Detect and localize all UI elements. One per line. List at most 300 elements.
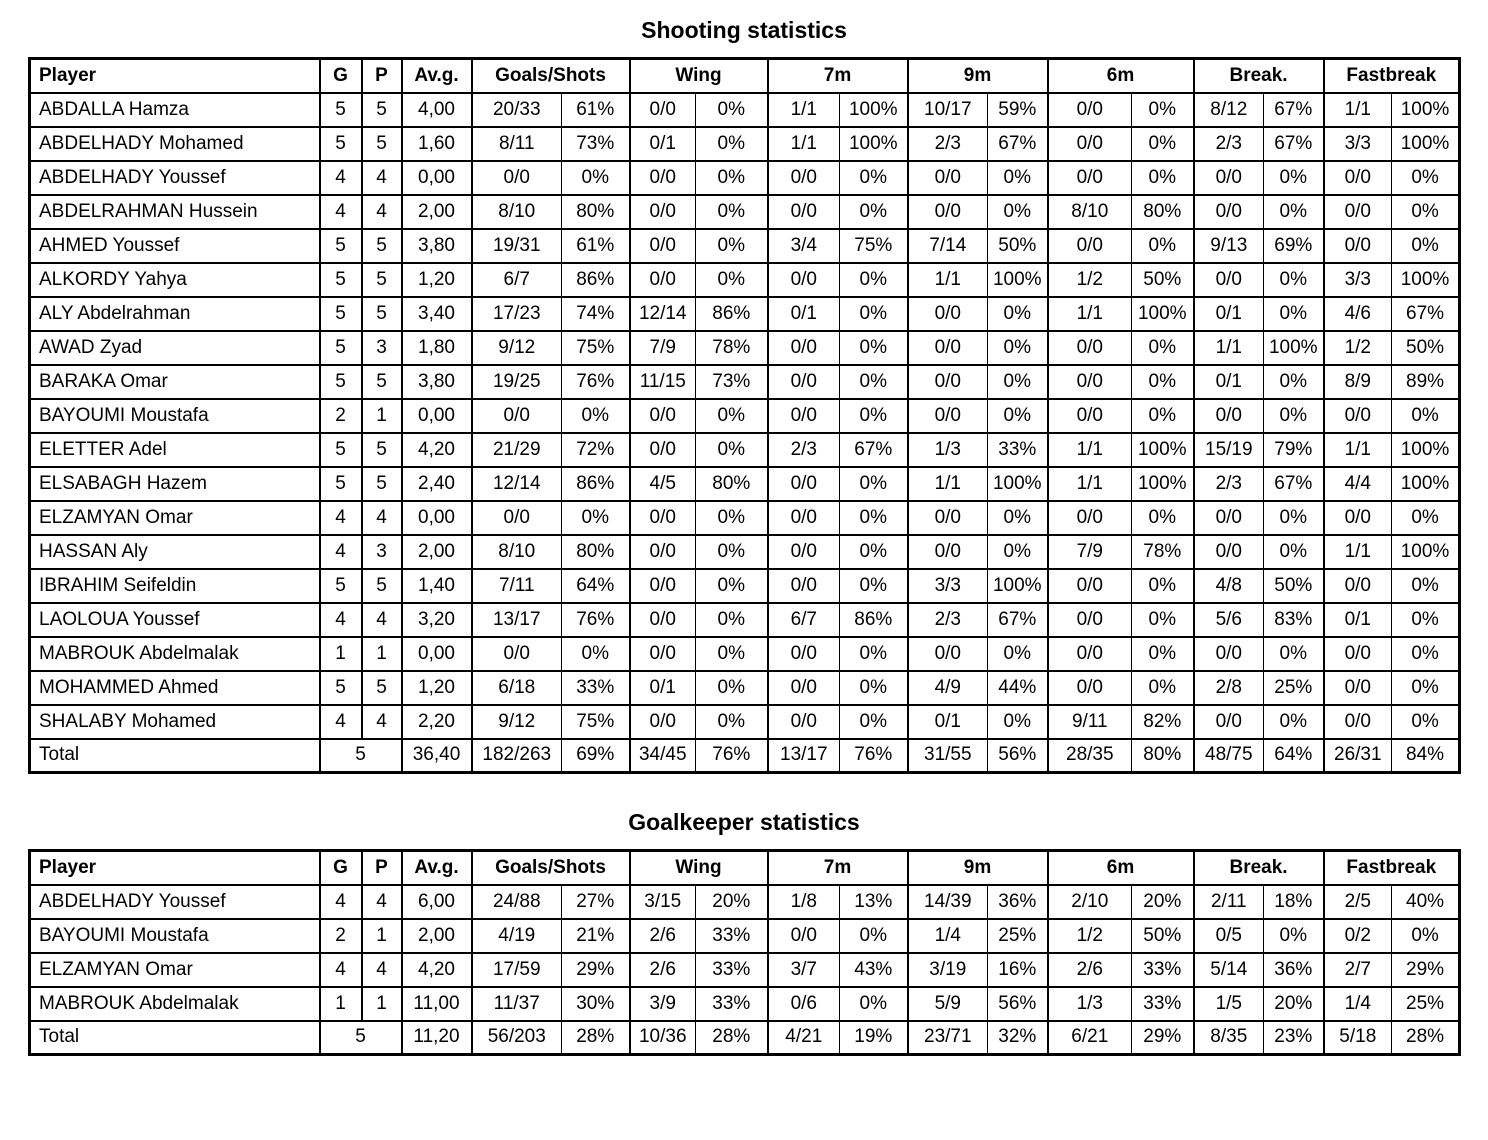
- stat-cell: 6/18: [472, 671, 562, 705]
- stat-cell: 44%: [988, 671, 1048, 705]
- stat-cell: 67%: [840, 433, 908, 467]
- stat-cell: 2,00: [402, 195, 472, 229]
- stat-cell: 0%: [1264, 501, 1324, 535]
- stat-cell: 1/1: [1048, 433, 1132, 467]
- stat-cell: 100%: [1392, 127, 1460, 161]
- stat-cell: 64%: [562, 569, 630, 603]
- stat-cell: 72%: [562, 433, 630, 467]
- stat-cell: 0%: [1264, 399, 1324, 433]
- stat-cell: 82%: [1132, 705, 1194, 739]
- stat-cell: 0%: [696, 195, 768, 229]
- total-stat-cell: 13/17: [768, 739, 840, 773]
- total-stat-cell: 31/55: [908, 739, 988, 773]
- stat-cell: 0%: [696, 603, 768, 637]
- stat-cell: 1/3: [908, 433, 988, 467]
- total-games-cell: 5: [320, 1021, 402, 1055]
- stat-cell: 0/0: [908, 399, 988, 433]
- column-header-fastbreak: Fastbreak: [1324, 59, 1460, 93]
- total-stat-cell: 29%: [1132, 1021, 1194, 1055]
- stat-cell: 12/14: [630, 297, 696, 331]
- stat-cell: 27%: [562, 885, 630, 919]
- stat-cell: 0%: [696, 535, 768, 569]
- stat-cell: 8/10: [1048, 195, 1132, 229]
- stat-cell: 0/5: [1194, 919, 1264, 953]
- stat-cell: 9/12: [472, 705, 562, 739]
- total-stat-cell: 11,20: [402, 1021, 472, 1055]
- player-row: [30, 603, 1460, 637]
- player-name-cell: SHALABY Mohamed: [30, 705, 320, 739]
- stat-cell: 0%: [840, 297, 908, 331]
- stat-cell: 7/9: [1048, 535, 1132, 569]
- stat-cell: 0/0: [1324, 671, 1392, 705]
- stat-cell: 0%: [696, 161, 768, 195]
- stat-cell: 0/0: [768, 705, 840, 739]
- stat-cell: 0/0: [1048, 501, 1132, 535]
- stat-cell: 100%: [988, 569, 1048, 603]
- column-header-avg: Av.g.: [402, 59, 472, 93]
- stat-cell: 4/5: [630, 467, 696, 501]
- stat-cell: 5: [362, 93, 402, 127]
- stat-cell: 4: [320, 195, 362, 229]
- stat-cell: 1: [362, 919, 402, 953]
- stat-cell: 0,00: [402, 399, 472, 433]
- stat-cell: 1,20: [402, 671, 472, 705]
- total-games-cell: 5: [320, 739, 402, 773]
- stat-cell: 0%: [1392, 705, 1460, 739]
- stat-cell: 3/15: [630, 885, 696, 919]
- player-row: [30, 331, 1460, 365]
- total-stat-cell: 76%: [840, 739, 908, 773]
- stat-cell: 56%: [988, 987, 1048, 1021]
- stat-cell: 0/0: [630, 161, 696, 195]
- stat-cell: 0/1: [1324, 603, 1392, 637]
- stat-cell: 20%: [696, 885, 768, 919]
- stat-cell: 5: [362, 569, 402, 603]
- stat-cell: 0/0: [1324, 501, 1392, 535]
- total-stat-cell: 34/45: [630, 739, 696, 773]
- stat-cell: 0%: [1132, 365, 1194, 399]
- player-name-cell: ABDELRAHMAN Hussein: [30, 195, 320, 229]
- stat-cell: 0/6: [768, 987, 840, 1021]
- stat-cell: 0%: [696, 501, 768, 535]
- stat-cell: 7/9: [630, 331, 696, 365]
- stat-cell: 0/0: [768, 637, 840, 671]
- stat-cell: 0/0: [1194, 263, 1264, 297]
- stat-cell: 1/4: [1324, 987, 1392, 1021]
- stat-cell: 0%: [1264, 263, 1324, 297]
- stat-cell: 33%: [696, 919, 768, 953]
- stat-cell: 2/3: [1194, 467, 1264, 501]
- stat-cell: 9/13: [1194, 229, 1264, 263]
- stat-cell: 100%: [988, 263, 1048, 297]
- stat-cell: 0/1: [630, 671, 696, 705]
- total-stat-cell: 28%: [562, 1021, 630, 1055]
- player-name-cell: ABDELHADY Mohamed: [30, 127, 320, 161]
- stat-cell: 2,20: [402, 705, 472, 739]
- stat-cell: 2/3: [908, 603, 988, 637]
- stat-cell: 1,60: [402, 127, 472, 161]
- stat-cell: 13%: [840, 885, 908, 919]
- stat-cell: 0%: [1392, 919, 1460, 953]
- stat-cell: 5: [320, 331, 362, 365]
- total-stat-cell: 32%: [988, 1021, 1048, 1055]
- column-header-player: Player: [30, 59, 320, 93]
- stat-cell: 0%: [840, 637, 908, 671]
- column-header-7m: 7m: [768, 851, 908, 885]
- stat-cell: 0%: [696, 399, 768, 433]
- total-stat-cell: 28%: [696, 1021, 768, 1055]
- player-row: [30, 365, 1460, 399]
- total-stat-cell: 84%: [1392, 739, 1460, 773]
- stat-cell: 100%: [1132, 433, 1194, 467]
- stat-cell: 1/1: [1194, 331, 1264, 365]
- stat-cell: 4,20: [402, 433, 472, 467]
- stat-cell: 100%: [1132, 467, 1194, 501]
- stat-cell: 0/0: [630, 705, 696, 739]
- stat-cell: 5/6: [1194, 603, 1264, 637]
- stat-cell: 36%: [1264, 953, 1324, 987]
- stat-cell: 67%: [1264, 127, 1324, 161]
- stat-cell: 50%: [1264, 569, 1324, 603]
- stat-cell: 0%: [840, 467, 908, 501]
- total-stat-cell: 56/203: [472, 1021, 562, 1055]
- stat-cell: 0%: [1392, 603, 1460, 637]
- stat-cell: 5: [320, 433, 362, 467]
- stat-cell: 17/23: [472, 297, 562, 331]
- stat-cell: 0%: [840, 919, 908, 953]
- stat-cell: 0%: [1132, 501, 1194, 535]
- stat-cell: 0%: [562, 399, 630, 433]
- shooting-statistics-table: [28, 57, 1461, 774]
- stat-cell: 4/19: [472, 919, 562, 953]
- stat-cell: 0%: [988, 195, 1048, 229]
- stat-cell: 0/0: [472, 637, 562, 671]
- stat-cell: 4/6: [1324, 297, 1392, 331]
- stat-cell: 5: [362, 229, 402, 263]
- stat-cell: 2/3: [1194, 127, 1264, 161]
- stat-cell: 19/25: [472, 365, 562, 399]
- stat-cell: 4,00: [402, 93, 472, 127]
- stat-cell: 6/7: [768, 603, 840, 637]
- stat-cell: 4: [362, 161, 402, 195]
- stat-cell: 50%: [1392, 331, 1460, 365]
- total-stat-cell: 6/21: [1048, 1021, 1132, 1055]
- player-row: [30, 229, 1460, 263]
- stat-cell: 2/3: [908, 127, 988, 161]
- stat-cell: 0/0: [1324, 161, 1392, 195]
- stat-cell: 2: [320, 919, 362, 953]
- stat-cell: 0/0: [1048, 331, 1132, 365]
- stat-cell: 0%: [988, 501, 1048, 535]
- stat-cell: 3/4: [768, 229, 840, 263]
- stat-cell: 5: [320, 569, 362, 603]
- stat-cell: 0/0: [630, 501, 696, 535]
- stat-cell: 4: [320, 161, 362, 195]
- stat-cell: 0/0: [1324, 705, 1392, 739]
- column-header-p: P: [362, 851, 402, 885]
- stat-cell: 1/8: [768, 885, 840, 919]
- player-row: [30, 987, 1460, 1021]
- player-row: [30, 637, 1460, 671]
- stat-cell: 8/10: [472, 535, 562, 569]
- stat-cell: 4: [362, 705, 402, 739]
- stat-cell: 5: [320, 263, 362, 297]
- stat-cell: 3/7: [768, 953, 840, 987]
- stat-cell: 1/1: [1048, 467, 1132, 501]
- player-name-cell: ALY Abdelrahman: [30, 297, 320, 331]
- stat-cell: 5: [320, 127, 362, 161]
- stat-cell: 1/2: [1324, 331, 1392, 365]
- stat-cell: 21/29: [472, 433, 562, 467]
- stat-cell: 0/0: [1324, 637, 1392, 671]
- player-name-cell: MABROUK Abdelmalak: [30, 987, 320, 1021]
- player-name-cell: MABROUK Abdelmalak: [30, 637, 320, 671]
- total-stat-cell: 76%: [696, 739, 768, 773]
- stat-cell: 0%: [988, 535, 1048, 569]
- stat-cell: 30%: [562, 987, 630, 1021]
- stat-cell: 0%: [840, 399, 908, 433]
- stat-cell: 0/1: [1194, 365, 1264, 399]
- stat-cell: 1/2: [1048, 919, 1132, 953]
- stat-cell: 0/0: [1194, 501, 1264, 535]
- stat-cell: 0/0: [768, 535, 840, 569]
- stat-cell: 33%: [696, 953, 768, 987]
- stat-cell: 100%: [1132, 297, 1194, 331]
- stat-cell: 19/31: [472, 229, 562, 263]
- stat-cell: 0/0: [1194, 399, 1264, 433]
- stat-cell: 100%: [840, 93, 908, 127]
- stat-cell: 0%: [696, 93, 768, 127]
- column-header-p: P: [362, 59, 402, 93]
- column-header-wing: Wing: [630, 851, 768, 885]
- total-stat-cell: 56%: [988, 739, 1048, 773]
- stat-cell: 100%: [1392, 93, 1460, 127]
- stat-cell: 0%: [1392, 501, 1460, 535]
- stat-cell: 0%: [840, 671, 908, 705]
- stat-cell: 5: [320, 467, 362, 501]
- stat-cell: 0/0: [630, 569, 696, 603]
- stat-cell: 0%: [840, 535, 908, 569]
- player-name-cell: ABDELHADY Youssef: [30, 885, 320, 919]
- stat-cell: 0/0: [630, 535, 696, 569]
- stat-cell: 0%: [696, 263, 768, 297]
- player-row: [30, 467, 1460, 501]
- stat-cell: 2/7: [1324, 953, 1392, 987]
- stat-cell: 5/9: [908, 987, 988, 1021]
- stat-cell: 0/0: [1324, 229, 1392, 263]
- stat-cell: 67%: [1264, 467, 1324, 501]
- stat-cell: 0%: [696, 229, 768, 263]
- stat-cell: 2/11: [1194, 885, 1264, 919]
- stat-cell: 67%: [988, 603, 1048, 637]
- total-stat-cell: 23%: [1264, 1021, 1324, 1055]
- stat-cell: 29%: [562, 953, 630, 987]
- stat-cell: 1/3: [1048, 987, 1132, 1021]
- stat-cell: 83%: [1264, 603, 1324, 637]
- column-header-9m: 9m: [908, 59, 1048, 93]
- stat-cell: 0%: [988, 705, 1048, 739]
- player-row: [30, 93, 1460, 127]
- stat-cell: 0%: [1392, 399, 1460, 433]
- stat-cell: 4: [362, 195, 402, 229]
- stat-cell: 0%: [1132, 93, 1194, 127]
- total-label-cell: Total: [30, 1021, 320, 1055]
- stat-cell: 10/17: [908, 93, 988, 127]
- stat-cell: 4: [320, 885, 362, 919]
- stat-cell: 76%: [562, 365, 630, 399]
- stat-cell: 5: [320, 229, 362, 263]
- stat-cell: 0/2: [1324, 919, 1392, 953]
- stat-cell: 80%: [562, 535, 630, 569]
- stat-cell: 75%: [562, 331, 630, 365]
- stat-cell: 0/0: [768, 671, 840, 705]
- stat-cell: 80%: [1132, 195, 1194, 229]
- stat-cell: 3/3: [1324, 263, 1392, 297]
- player-name-cell: ELZAMYAN Omar: [30, 501, 320, 535]
- stat-cell: 13/17: [472, 603, 562, 637]
- header-row: [30, 851, 1460, 885]
- total-row: [30, 739, 1460, 773]
- total-stat-cell: 19%: [840, 1021, 908, 1055]
- stat-cell: 0%: [988, 637, 1048, 671]
- total-stat-cell: 64%: [1264, 739, 1324, 773]
- stat-cell: 0/0: [1048, 399, 1132, 433]
- stat-cell: 1/1: [1324, 433, 1392, 467]
- stat-cell: 0/0: [768, 331, 840, 365]
- player-row: [30, 297, 1460, 331]
- stat-cell: 0%: [1264, 919, 1324, 953]
- player-name-cell: ALKORDY Yahya: [30, 263, 320, 297]
- stat-cell: 0%: [840, 161, 908, 195]
- stat-cell: 0/0: [908, 331, 988, 365]
- stat-cell: 0/0: [768, 399, 840, 433]
- stat-cell: 0%: [1132, 569, 1194, 603]
- stat-cell: 0%: [840, 569, 908, 603]
- player-name-cell: IBRAHIM Seifeldin: [30, 569, 320, 603]
- stat-cell: 40%: [1392, 885, 1460, 919]
- stat-cell: 1/2: [1048, 263, 1132, 297]
- goalkeeper-statistics-title: Goalkeeper statistics: [628, 809, 860, 835]
- stat-cell: 11,00: [402, 987, 472, 1021]
- stat-cell: 0/0: [908, 501, 988, 535]
- stat-cell: 0/1: [630, 127, 696, 161]
- stat-cell: 0/0: [1324, 195, 1392, 229]
- player-row: [30, 569, 1460, 603]
- player-name-cell: AHMED Youssef: [30, 229, 320, 263]
- total-stat-cell: 36,40: [402, 739, 472, 773]
- stat-cell: 0/0: [1048, 603, 1132, 637]
- player-row: [30, 263, 1460, 297]
- stat-cell: 0/0: [1048, 637, 1132, 671]
- column-header-g: G: [320, 59, 362, 93]
- stat-cell: 0%: [562, 501, 630, 535]
- stat-cell: 50%: [988, 229, 1048, 263]
- stat-cell: 61%: [562, 93, 630, 127]
- total-stat-cell: 23/71: [908, 1021, 988, 1055]
- stat-cell: 0%: [1264, 161, 1324, 195]
- stat-cell: 0%: [1264, 535, 1324, 569]
- stat-cell: 0/0: [768, 365, 840, 399]
- stat-cell: 1,40: [402, 569, 472, 603]
- stat-cell: 4: [320, 501, 362, 535]
- stat-cell: 78%: [696, 331, 768, 365]
- stat-cell: 5: [320, 671, 362, 705]
- stat-cell: 4,20: [402, 953, 472, 987]
- stat-cell: 1/1: [1324, 535, 1392, 569]
- player-row: [30, 919, 1460, 953]
- player-row: [30, 161, 1460, 195]
- stat-cell: 0/0: [768, 569, 840, 603]
- stat-cell: 1: [320, 987, 362, 1021]
- stat-cell: 73%: [562, 127, 630, 161]
- stat-cell: 6,00: [402, 885, 472, 919]
- stat-cell: 2/3: [768, 433, 840, 467]
- total-stat-cell: 5/18: [1324, 1021, 1392, 1055]
- stat-cell: 8/10: [472, 195, 562, 229]
- stat-cell: 33%: [1132, 953, 1194, 987]
- stat-cell: 0%: [1132, 671, 1194, 705]
- stat-cell: 12/14: [472, 467, 562, 501]
- stat-cell: 2/10: [1048, 885, 1132, 919]
- stat-cell: 4/9: [908, 671, 988, 705]
- stat-cell: 73%: [696, 365, 768, 399]
- player-row: [30, 399, 1460, 433]
- column-header-fastbreak: Fastbreak: [1324, 851, 1460, 885]
- stat-cell: 0%: [696, 433, 768, 467]
- stat-cell: 50%: [1132, 919, 1194, 953]
- stat-cell: 2/6: [630, 953, 696, 987]
- stat-cell: 5/14: [1194, 953, 1264, 987]
- stat-cell: 0/0: [630, 399, 696, 433]
- stat-cell: 1/1: [1048, 297, 1132, 331]
- stat-cell: 100%: [1392, 535, 1460, 569]
- stat-cell: 0%: [1392, 637, 1460, 671]
- stat-cell: 36%: [988, 885, 1048, 919]
- stat-cell: 78%: [1132, 535, 1194, 569]
- stat-cell: 2,40: [402, 467, 472, 501]
- stat-cell: 9/11: [1048, 705, 1132, 739]
- stat-cell: 4: [320, 953, 362, 987]
- stat-cell: 86%: [840, 603, 908, 637]
- player-name-cell: HASSAN Aly: [30, 535, 320, 569]
- stat-cell: 3,80: [402, 365, 472, 399]
- stat-cell: 0%: [1132, 127, 1194, 161]
- stat-cell: 21%: [562, 919, 630, 953]
- stat-cell: 3/19: [908, 953, 988, 987]
- goalkeeper-statistics-table: [28, 849, 1461, 1056]
- stat-cell: 1: [362, 987, 402, 1021]
- stat-cell: 4: [362, 501, 402, 535]
- stat-cell: 15/19: [1194, 433, 1264, 467]
- total-stat-cell: 69%: [562, 739, 630, 773]
- stat-cell: 0/0: [768, 501, 840, 535]
- stat-cell: 1/4: [908, 919, 988, 953]
- stat-cell: 3: [362, 535, 402, 569]
- stat-cell: 0%: [840, 987, 908, 1021]
- stat-cell: 3,40: [402, 297, 472, 331]
- stat-cell: 5: [362, 671, 402, 705]
- stat-cell: 0%: [1392, 229, 1460, 263]
- stat-cell: 4: [362, 953, 402, 987]
- stat-cell: 4: [320, 603, 362, 637]
- stat-cell: 0/0: [1194, 535, 1264, 569]
- stat-cell: 0%: [988, 331, 1048, 365]
- stat-cell: 0/0: [630, 637, 696, 671]
- stat-cell: 20%: [1264, 987, 1324, 1021]
- stat-cell: 33%: [696, 987, 768, 1021]
- player-name-cell: MOHAMMED Ahmed: [30, 671, 320, 705]
- stat-cell: 76%: [562, 603, 630, 637]
